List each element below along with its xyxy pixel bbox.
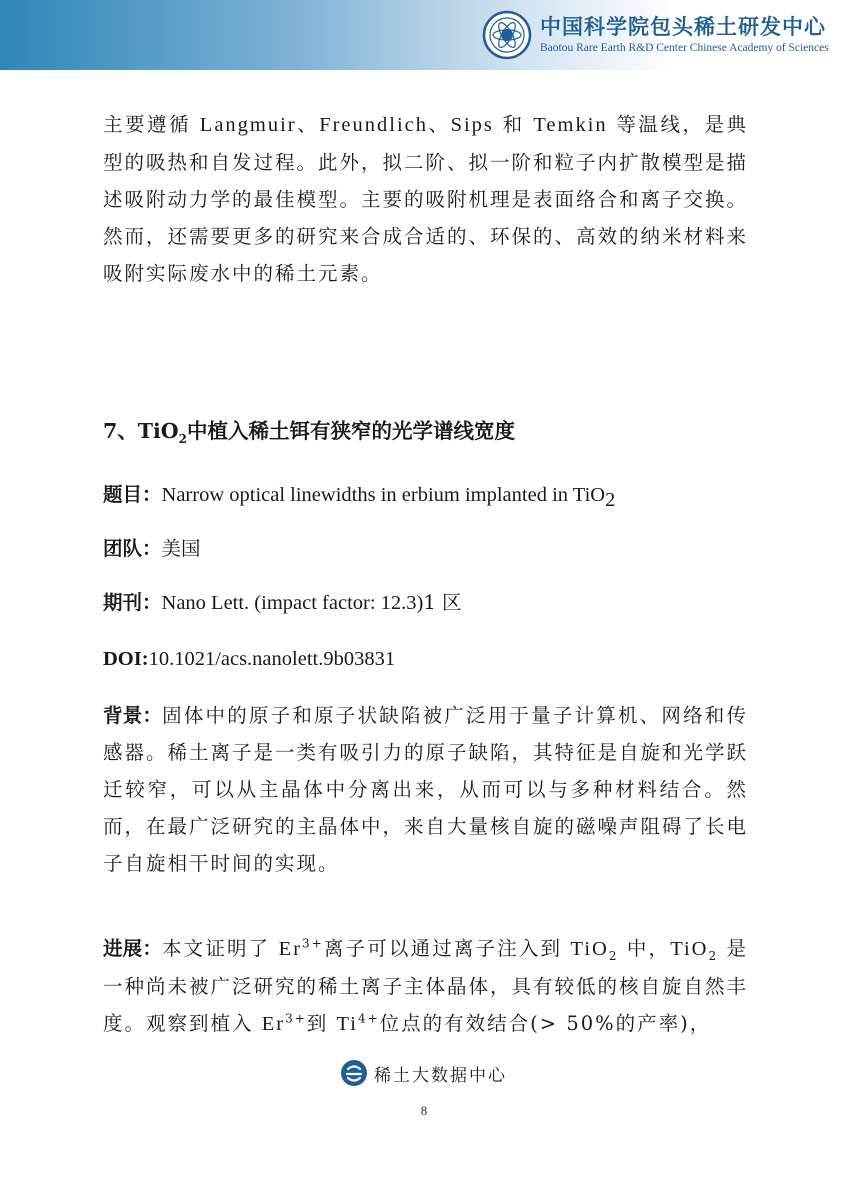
team-field (103, 530, 201, 567)
paper-title-sub: 2 (605, 488, 616, 511)
paper-title: Narrow optical linewidths in erbium implanted in TiO (161, 484, 606, 506)
intro-text: 主要遵循 (103, 113, 200, 136)
term-langmuir: Langmuir (199, 114, 297, 136)
ion-charge: 3+ (285, 1011, 307, 1026)
doi-field (103, 640, 395, 678)
field-label: 进展： (103, 937, 162, 960)
page-number: 8 (420, 1103, 428, 1118)
progress-text: 中， (618, 937, 671, 960)
term-temkin: Temkin (533, 114, 608, 136)
journal-field (103, 584, 461, 622)
footer-brand: 稀土大数据中心 (374, 1065, 507, 1086)
intro-text: 等温线，是典型的吸热和自发过程。此外，拟二阶、拟一阶和粒子内扩散模型是描述吸附动力学的最佳模型。主要的吸附机理是表面络合和离子交换。然而，还需要更多的研究来合成合适的、环保的、高效的纳米材料来吸附实际废水中的稀土元素。 (103, 113, 749, 285)
progress-paragraph (103, 930, 748, 1043)
field-label: 题目： (103, 483, 162, 506)
intro-text: 和 (493, 113, 534, 136)
progress-text: 是一种尚未被广泛研究的稀土离子主体晶体，具有较低的核自旋自然丰度。观察到植入 (103, 937, 749, 1035)
tio2: TiO (570, 938, 609, 960)
ion-charge: 4+ (357, 1011, 380, 1026)
tio2: TiO (670, 938, 709, 960)
section-title-rest: 中植入稀土铒有狭窄的光学谱线宽度 (187, 419, 516, 443)
progress-text: 到 (306, 1012, 337, 1035)
progress-text: 离子可以通过离子注入到 (323, 937, 571, 960)
team-value: 美国 (161, 537, 201, 560)
separator: 、 (296, 113, 320, 136)
field-label: 背景： (103, 704, 163, 727)
footer-logo (340, 1058, 507, 1088)
term-freundlich: Freundlich (319, 114, 429, 136)
org-name-cn: 中国科学院包头稀土研发中心 (540, 15, 826, 39)
ion-er: Er (261, 1013, 286, 1035)
background-paragraph (103, 697, 748, 882)
field-label: DOI: (103, 648, 149, 670)
section-title (103, 413, 515, 450)
progress-text: 位点的有效结合(> 50%的产率)， (379, 1012, 712, 1035)
field-label: 期刊： (103, 591, 162, 614)
field-label: 团队： (103, 537, 162, 560)
progress-text: 本文证明了 (162, 937, 279, 960)
org-name-en: Baotou Rare Earth R&D Center Chinese Academy of Sciences (540, 42, 829, 54)
tio2-sub: 2 (708, 948, 719, 963)
journal-zone: 1 区 (423, 591, 462, 614)
intro-paragraph (103, 106, 748, 292)
ion-er: Er (278, 938, 303, 960)
doi-value: 10.1021/acs.nanolett.9b03831 (148, 648, 396, 670)
ion-ti: Ti (336, 1013, 358, 1035)
background-text: 固体中的原子和原子状缺陷被广泛用于量子计算机、网络和传感器。稀土离子是一类有吸引力的原子缺陷，其特征是自旋和光学跃迁较窄，可以从主晶体中分离出来，从而可以与多种材料结合。然而，在最广泛研究的主晶体中，来自大量核自旋的磁噪声阻碍了长电子自旋相干时间的实现。 (103, 704, 749, 875)
cas-seal-icon (482, 10, 532, 60)
header-logo (482, 8, 842, 62)
section-title-prefix: 7、TiO (103, 419, 179, 443)
term-sips: Sips (450, 114, 494, 136)
separator: 、 (428, 113, 451, 136)
ion-charge: 3+ (302, 936, 324, 951)
journal-value: Nano Lett. (impact factor: 12.3) (161, 592, 424, 614)
big-data-logo-icon (340, 1059, 368, 1087)
paper-title-field (103, 476, 615, 514)
tio2-sub: 2 (608, 948, 619, 963)
section-title-sub: 2 (178, 432, 188, 447)
